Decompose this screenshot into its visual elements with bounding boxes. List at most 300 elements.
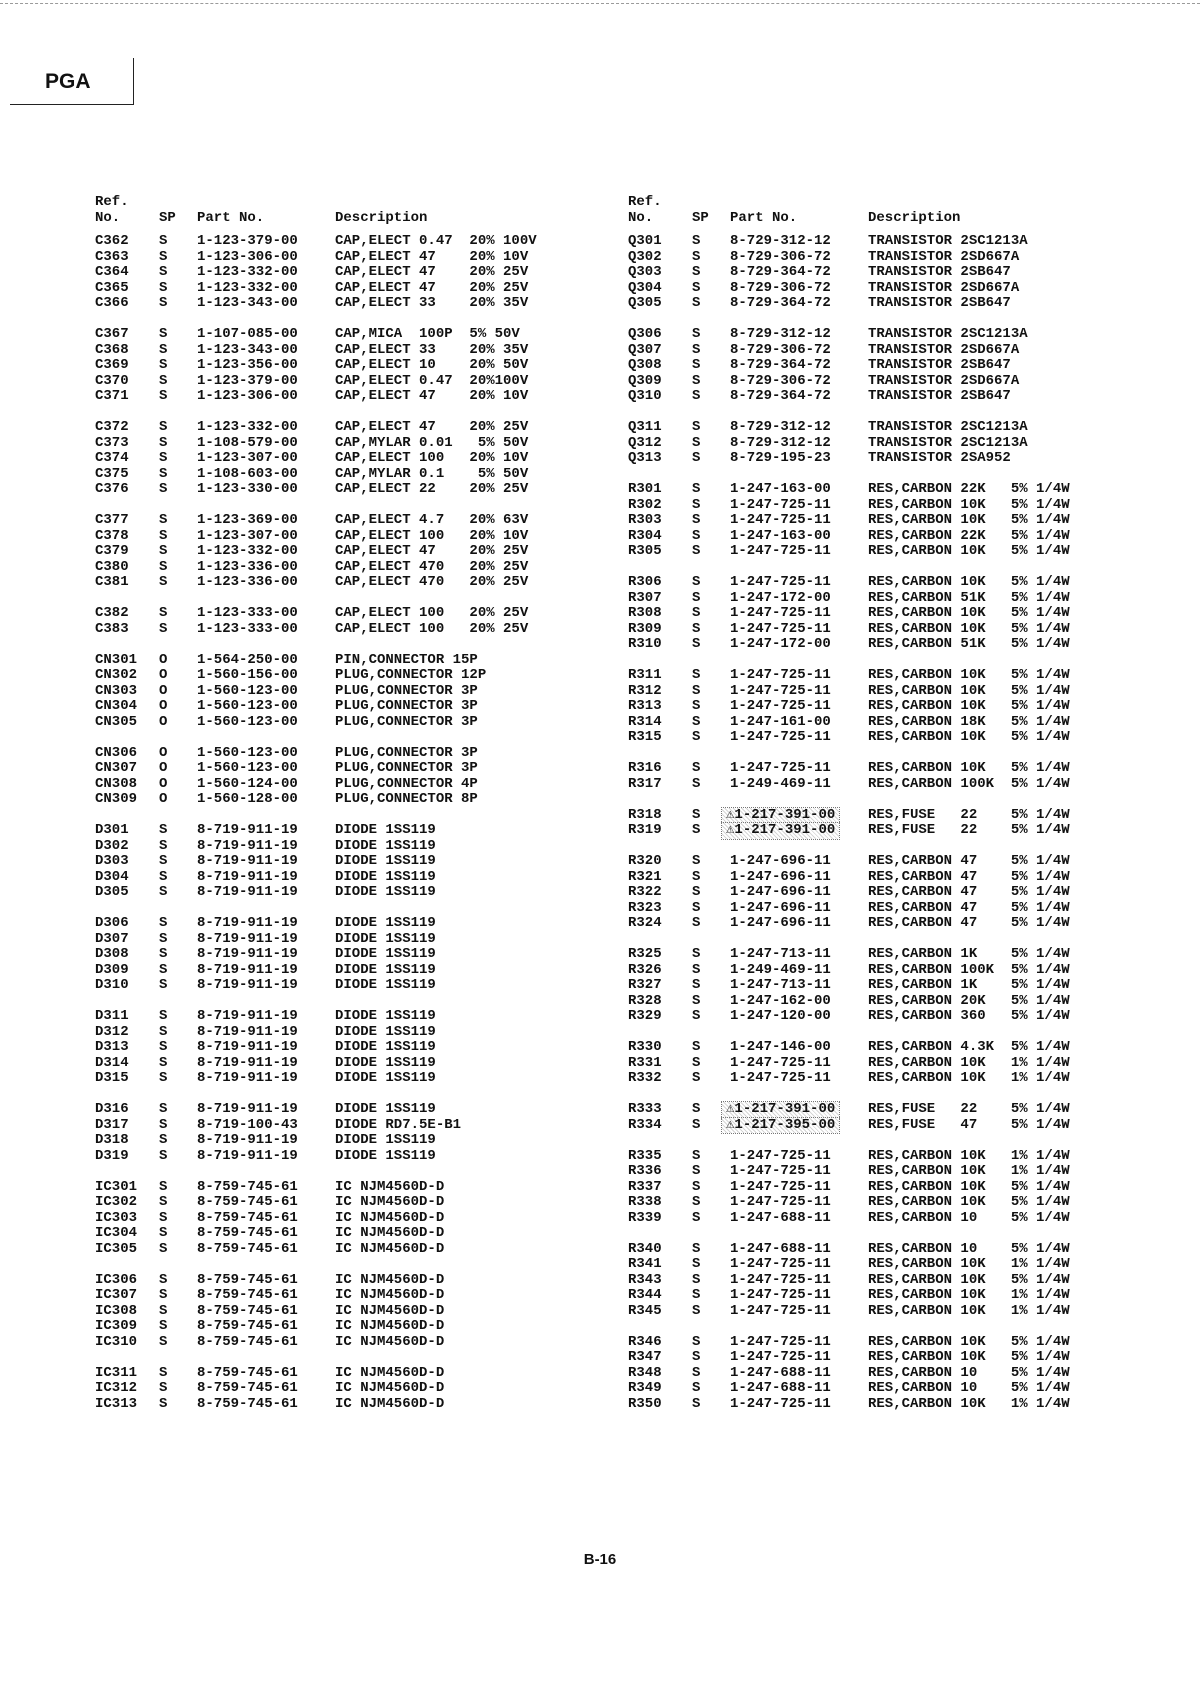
part-no-cell: 8-729-364-72 — [730, 357, 831, 373]
sp-cell: S — [692, 1380, 701, 1396]
part-no-cell: 1-560-128-00 — [197, 791, 298, 807]
part-no-cell: 1-564-250-00 — [197, 651, 298, 668]
sp-cell: S — [692, 543, 701, 559]
part-no-cell: 8-719-911-19 — [197, 1101, 298, 1117]
sp-cell: S — [159, 1039, 168, 1055]
description-header: Description — [868, 209, 961, 226]
description-cell: DIODE 1SS119 — [335, 837, 436, 854]
description-cell: TRANSISTOR 2SC1213A — [868, 233, 1028, 249]
ref-no-cell: R331 — [628, 1054, 662, 1071]
description-cell: DIODE 1SS119 — [335, 1070, 436, 1086]
ref-no-cell: R349 — [628, 1380, 662, 1396]
part-no-cell: 8-719-911-19 — [197, 915, 298, 931]
part-no-cell: 1-247-696-11 — [730, 868, 831, 885]
sp-cell: S — [692, 760, 701, 776]
sp-cell: S — [692, 527, 701, 544]
ref-no-cell: D318 — [95, 1132, 129, 1148]
ref-no-cell: R320 — [628, 853, 662, 869]
sp-cell: S — [692, 1302, 701, 1319]
ref-no-cell: D301 — [95, 822, 129, 838]
sp-cell: S — [692, 450, 701, 466]
sp-cell: S — [692, 1008, 701, 1024]
part-no-cell: 8-719-911-19 — [197, 822, 298, 838]
part-no-cell: 1-560-123-00 — [197, 713, 298, 730]
part-no-cell: 8-719-911-19 — [197, 1039, 298, 1055]
ref-no-cell: C370 — [95, 372, 129, 389]
sp-cell: S — [159, 1225, 168, 1241]
ref-no-cell: C375 — [95, 465, 129, 482]
ref-no-cell: R343 — [628, 1271, 662, 1288]
ref-no-cell: R311 — [628, 667, 662, 683]
sp-cell: S — [159, 419, 168, 435]
part-no-cell: 1-123-306-00 — [197, 388, 298, 404]
description-cell: RES,CARBON 10K 5% 1/4W — [868, 1349, 1070, 1365]
sp-cell: S — [159, 1023, 168, 1040]
part-no-cell: 1-247-725-11 — [730, 496, 831, 513]
ref-no-cell: R314 — [628, 713, 662, 730]
part-no-cell: 8-719-911-19 — [197, 837, 298, 854]
part-no-cell: 8-729-364-72 — [730, 388, 831, 404]
ref-no-header — [95, 195, 129, 226]
ref-no-cell: R333 — [628, 1101, 662, 1117]
part-no-cell: 1-123-332-00 — [197, 264, 298, 280]
ref-no-cell: R321 — [628, 868, 662, 885]
description-cell: PLUG,CONNECTOR 3P — [335, 760, 478, 776]
sp-cell: S — [159, 357, 168, 373]
part-no-cell: 1-247-713-11 — [730, 946, 831, 962]
ref-no-cell: R327 — [628, 977, 662, 993]
part-no-cell: 1-247-172-00 — [730, 589, 831, 606]
part-no-cell: 1-247-725-11 — [730, 1395, 831, 1412]
ref-no-cell: Q307 — [628, 341, 662, 358]
sp-cell: S — [692, 248, 701, 265]
part-no-cell: 1-247-688-11 — [730, 1240, 831, 1257]
ref-no-cell: Q310 — [628, 388, 662, 404]
part-no-cell: 1-123-336-00 — [197, 558, 298, 575]
description-cell: CAP,MYLAR 0.1 5% 50V — [335, 465, 529, 482]
description-cell: RES,CARBON 47 5% 1/4W — [868, 868, 1070, 885]
ref-no-cell: R325 — [628, 946, 662, 962]
part-no-cell: 1-247-725-11 — [730, 574, 831, 590]
part-no-cell: 8-759-745-61 — [197, 1209, 298, 1226]
description-cell: RES,CARBON 10K 1% 1/4W — [868, 1070, 1070, 1086]
ref-no-cell: R324 — [628, 915, 662, 931]
page-number: B-16 — [583, 1551, 617, 1568]
description-cell: RES,CARBON 10K 5% 1/4W — [868, 1271, 1070, 1288]
part-no-cell: 1-123-356-00 — [197, 357, 298, 373]
description-cell: RES,CARBON 10K 5% 1/4W — [868, 574, 1070, 590]
sp-cell: S — [692, 977, 701, 993]
description-cell: RES,CARBON 10K 5% 1/4W — [868, 1178, 1070, 1195]
sp-cell: S — [692, 1333, 701, 1350]
part-no-cell: 8-759-745-61 — [197, 1302, 298, 1319]
description-cell: DIODE 1SS119 — [335, 1132, 436, 1148]
part-no-cell: ⚠1-217-391-00 — [722, 823, 839, 839]
description-cell: PLUG,CONNECTOR 3P — [335, 698, 478, 714]
description-cell: CAP,ELECT 4.7 20% 63V — [335, 512, 529, 528]
ref-no-cell: D317 — [95, 1116, 129, 1133]
part-no-cell: 1-249-469-11 — [730, 961, 831, 978]
ref-no-cell: CN303 — [95, 682, 138, 699]
sp-cell: S — [692, 605, 701, 621]
ref-no-cell: C364 — [95, 264, 129, 280]
ref-no-cell: R306 — [628, 574, 662, 590]
sp-cell: S — [692, 434, 701, 451]
description-cell: RES,CARBON 47 5% 1/4W — [868, 884, 1070, 900]
sp-cell: S — [159, 326, 168, 342]
part-no-cell: 8-759-745-61 — [197, 1287, 298, 1303]
ref-no-cell: R319 — [628, 822, 662, 838]
sp-cell: S — [159, 543, 168, 559]
ref-no-cell: R346 — [628, 1333, 662, 1350]
sp-cell: S — [159, 465, 168, 482]
part-no-cell: 1-108-579-00 — [197, 434, 298, 451]
ref-no-cell: CN301 — [95, 651, 138, 668]
part-no-cell: 1-107-085-00 — [197, 326, 298, 342]
sp-cell: S — [692, 341, 701, 358]
ref-no-cell: Q308 — [628, 357, 662, 373]
ref-no-cell: C374 — [95, 450, 129, 466]
description-cell: PLUG,CONNECTOR 3P — [335, 744, 478, 761]
part-no-cell: 1-560-123-00 — [197, 682, 298, 699]
sp-cell: S — [159, 450, 168, 466]
part-no-cell: 1-247-725-11 — [730, 729, 831, 745]
part-no-cell: 1-247-696-11 — [730, 899, 831, 916]
ref-no-cell: IC306 — [95, 1271, 138, 1288]
part-no-cell: 1-560-124-00 — [197, 775, 298, 792]
part-no-cell: 8-759-745-61 — [197, 1225, 298, 1241]
part-no-cell: 1-247-146-00 — [730, 1039, 831, 1055]
description-cell: RES,CARBON 18K 5% 1/4W — [868, 713, 1070, 730]
part-no-cell: 1-123-332-00 — [197, 543, 298, 559]
sp-cell: S — [692, 1240, 701, 1257]
ref-no-cell: R302 — [628, 496, 662, 513]
sp-cell: O — [159, 667, 168, 683]
part-no-cell: 1-247-725-11 — [730, 667, 831, 683]
sp-cell: S — [692, 698, 701, 714]
description-cell: CAP,ELECT 33 20% 35V — [335, 295, 529, 311]
part-no-cell: 8-729-312-12 — [730, 233, 831, 249]
description-cell: RES,CARBON 10K 5% 1/4W — [868, 1333, 1070, 1350]
description-cell: RES,CARBON 1K 5% 1/4W — [868, 946, 1070, 962]
sp-cell: S — [692, 667, 701, 683]
ref-no-cell: C373 — [95, 434, 129, 451]
description-cell: DIODE 1SS119 — [335, 946, 436, 962]
ref-no-cell: C362 — [95, 233, 129, 249]
description-cell: TRANSISTOR 2SD667A — [868, 279, 1020, 296]
part-no-cell: 1-247-161-00 — [730, 713, 831, 730]
part-no-cell: 1-247-725-11 — [730, 1302, 831, 1319]
ref-header-line1: Ref. — [95, 194, 129, 210]
description-cell: IC NJM4560D-D — [335, 1302, 445, 1319]
ref-no-cell: D319 — [95, 1147, 129, 1164]
description-cell: RES,FUSE 47 5% 1/4W — [868, 1116, 1070, 1133]
part-no-cell: 1-247-725-11 — [730, 620, 831, 637]
ref-no-cell: Q303 — [628, 264, 662, 280]
part-no-cell: 1-247-172-00 — [730, 636, 831, 652]
part-no-cell: 8-729-195-23 — [730, 450, 831, 466]
sp-cell: O — [159, 744, 168, 761]
description-cell: CAP,ELECT 470 20% 25V — [335, 574, 529, 590]
ref-no-cell: Q302 — [628, 248, 662, 265]
sp-cell: S — [159, 853, 168, 869]
description-cell: IC NJM4560D-D — [335, 1271, 445, 1288]
ref-no-cell: IC302 — [95, 1194, 138, 1210]
sp-cell: O — [159, 713, 168, 730]
description-cell: DIODE 1SS119 — [335, 915, 436, 931]
sp-cell: S — [692, 1147, 701, 1164]
description-cell: RES,CARBON 10K 1% 1/4W — [868, 1163, 1070, 1179]
part-no-cell: 1-247-696-11 — [730, 853, 831, 869]
description-cell: RES,CARBON 1K 5% 1/4W — [868, 977, 1070, 993]
part-no-cell: 1-247-725-11 — [730, 1271, 831, 1288]
description-cell: TRANSISTOR 2SC1213A — [868, 326, 1028, 342]
part-no-cell: 1-247-725-11 — [730, 1349, 831, 1365]
sp-cell: S — [159, 1380, 168, 1396]
sp-cell: S — [159, 372, 168, 389]
part-no-cell: 1-123-306-00 — [197, 248, 298, 265]
part-no-cell: 1-560-156-00 — [197, 667, 298, 683]
description-cell: RES,CARBON 20K 5% 1/4W — [868, 992, 1070, 1009]
description-cell: PLUG,CONNECTOR 8P — [335, 791, 478, 807]
ref-no-cell: CN309 — [95, 791, 138, 807]
description-cell: IC NJM4560D-D — [335, 1194, 445, 1210]
description-cell: CAP,ELECT 100 20% 25V — [335, 605, 529, 621]
description-cell: RES,CARBON 100K 5% 1/4W — [868, 775, 1070, 792]
description-cell: RES,CARBON 10K 5% 1/4W — [868, 605, 1070, 621]
description-cell: CAP,ELECT 0.47 20%100V — [335, 372, 529, 389]
ref-no-cell: IC308 — [95, 1302, 138, 1319]
ref-no-cell: C363 — [95, 248, 129, 265]
part-no-cell: 1-123-330-00 — [197, 481, 298, 497]
ref-no-cell: CN302 — [95, 667, 138, 683]
sp-cell: S — [692, 1116, 701, 1133]
part-no-cell: 1-123-369-00 — [197, 512, 298, 528]
part-no-cell: 1-247-725-11 — [730, 1178, 831, 1195]
sp-cell: S — [692, 822, 701, 838]
description-cell: TRANSISTOR 2SC1213A — [868, 419, 1028, 435]
ref-no-cell: R336 — [628, 1163, 662, 1179]
ref-no-cell: IC312 — [95, 1380, 138, 1396]
ref-no-cell: CN304 — [95, 698, 138, 714]
sp-cell: S — [159, 279, 168, 296]
ref-no-cell: R308 — [628, 605, 662, 621]
description-cell: TRANSISTOR 2SC1213A — [868, 434, 1028, 451]
part-no-cell: 1-247-725-11 — [730, 1287, 831, 1303]
sp-cell: S — [159, 512, 168, 528]
part-no-cell: 1-560-123-00 — [197, 698, 298, 714]
ref-no-cell: C376 — [95, 481, 129, 497]
ref-no-cell: C380 — [95, 558, 129, 575]
description-cell: CAP,MICA 100P 5% 50V — [335, 326, 520, 342]
part-no-cell: 8-729-306-72 — [730, 341, 831, 358]
description-cell: PLUG,CONNECTOR 3P — [335, 682, 478, 699]
description-cell: TRANSISTOR 2SA952 — [868, 450, 1011, 466]
description-cell: RES,CARBON 100K 5% 1/4W — [868, 961, 1070, 978]
sp-cell: S — [159, 837, 168, 854]
sp-cell: S — [692, 729, 701, 745]
ref-no-cell: IC307 — [95, 1287, 138, 1303]
ref-no-cell: IC309 — [95, 1318, 138, 1334]
sp-cell: S — [692, 388, 701, 404]
description-cell: RES,CARBON 10K 1% 1/4W — [868, 1302, 1070, 1319]
ref-no-cell: C383 — [95, 620, 129, 637]
part-no-cell: 8-729-306-72 — [730, 248, 831, 265]
sp-cell: S — [159, 295, 168, 311]
part-no-cell: 1-247-725-11 — [730, 1333, 831, 1350]
ref-header-line1: Ref. — [628, 194, 662, 210]
description-cell: CAP,ELECT 0.47 20% 100V — [335, 233, 537, 249]
sp-cell: S — [159, 930, 168, 947]
description-cell: RES,CARBON 4.3K 5% 1/4W — [868, 1039, 1070, 1055]
ref-no-cell: Q309 — [628, 372, 662, 389]
ref-no-cell: CN308 — [95, 775, 138, 792]
sp-cell: S — [159, 915, 168, 931]
description-cell: DIODE 1SS119 — [335, 1101, 436, 1117]
part-no-cell: 8-719-911-19 — [197, 1008, 298, 1024]
part-no-cell: 1-247-725-11 — [730, 543, 831, 559]
part-no-cell: 1-247-688-11 — [730, 1209, 831, 1226]
description-cell: TRANSISTOR 2SD667A — [868, 248, 1020, 265]
ref-header-line2: No. — [95, 209, 121, 226]
sp-cell: S — [692, 1194, 701, 1210]
description-cell: TRANSISTOR 2SB647 — [868, 357, 1011, 373]
description-cell: IC NJM4560D-D — [335, 1209, 445, 1226]
description-cell: RES,CARBON 10 5% 1/4W — [868, 1209, 1070, 1226]
ref-no-cell: D308 — [95, 946, 129, 962]
description-cell: TRANSISTOR 2SB647 — [868, 388, 1011, 404]
part-no-cell: 8-759-745-61 — [197, 1194, 298, 1210]
description-cell: CAP,ELECT 47 20% 25V — [335, 543, 529, 559]
sp-cell: S — [159, 1116, 168, 1133]
description-cell: RES,CARBON 10K 1% 1/4W — [868, 1256, 1070, 1272]
ref-no-cell: IC303 — [95, 1209, 138, 1226]
description-cell: CAP,ELECT 47 20% 25V — [335, 419, 529, 435]
sp-header: SP — [692, 209, 709, 226]
sp-cell: O — [159, 698, 168, 714]
sp-cell: S — [159, 1287, 168, 1303]
description-cell: DIODE 1SS119 — [335, 853, 436, 869]
sp-cell: S — [692, 1364, 701, 1381]
ref-no-cell: Q311 — [628, 419, 662, 435]
ref-no-cell: IC304 — [95, 1225, 138, 1241]
description-cell: RES,CARBON 10K 5% 1/4W — [868, 496, 1070, 513]
ref-no-cell: R301 — [628, 481, 662, 497]
ref-no-cell: R337 — [628, 1178, 662, 1195]
description-cell: RES,CARBON 360 5% 1/4W — [868, 1008, 1070, 1024]
part-no-cell: 8-729-312-12 — [730, 434, 831, 451]
description-header: Description — [335, 209, 428, 226]
ref-no-cell: R312 — [628, 682, 662, 699]
ref-no-cell: R305 — [628, 543, 662, 559]
description-cell: IC NJM4560D-D — [335, 1333, 445, 1350]
description-cell: RES,CARBON 10K 5% 1/4W — [868, 620, 1070, 637]
sp-cell: S — [692, 372, 701, 389]
ref-no-cell: R315 — [628, 729, 662, 745]
part-no-cell: 1-123-307-00 — [197, 527, 298, 544]
description-cell: TRANSISTOR 2SD667A — [868, 341, 1020, 358]
sp-cell: S — [692, 884, 701, 900]
description-cell: CAP,ELECT 100 20% 10V — [335, 527, 529, 544]
sp-cell: S — [159, 1240, 168, 1257]
part-no-cell: 8-719-911-19 — [197, 853, 298, 869]
part-no-cell: 1-560-123-00 — [197, 744, 298, 761]
description-cell: RES,CARBON 47 5% 1/4W — [868, 899, 1070, 916]
sp-cell: O — [159, 760, 168, 776]
sp-cell: S — [692, 589, 701, 606]
part-no-cell: 1-247-725-11 — [730, 1070, 831, 1086]
sp-cell: S — [159, 1364, 168, 1381]
part-no-cell: 1-247-725-11 — [730, 1194, 831, 1210]
sp-cell: S — [692, 295, 701, 311]
ref-no-cell: IC305 — [95, 1240, 138, 1257]
part-no-cell: 1-123-343-00 — [197, 341, 298, 358]
sp-cell: S — [159, 1271, 168, 1288]
part-no-cell: 1-247-725-11 — [730, 605, 831, 621]
ref-no-cell: Q304 — [628, 279, 662, 296]
ref-no-cell: D310 — [95, 977, 129, 993]
ref-no-cell: CN307 — [95, 760, 138, 776]
part-no-cell: 1-247-725-11 — [730, 698, 831, 714]
sp-cell: S — [692, 961, 701, 978]
description-cell: IC NJM4560D-D — [335, 1240, 445, 1257]
ref-no-cell: R338 — [628, 1194, 662, 1210]
description-cell: IC NJM4560D-D — [335, 1287, 445, 1303]
ref-no-cell: R323 — [628, 899, 662, 916]
description-cell: RES,CARBON 10 5% 1/4W — [868, 1364, 1070, 1381]
part-no-cell: 8-719-911-19 — [197, 884, 298, 900]
sp-cell: S — [159, 822, 168, 838]
ref-no-cell: CN305 — [95, 713, 138, 730]
part-no-cell: 1-123-336-00 — [197, 574, 298, 590]
description-cell: IC NJM4560D-D — [335, 1364, 445, 1381]
part-no-cell: 8-759-745-61 — [197, 1271, 298, 1288]
sp-cell: S — [159, 1070, 168, 1086]
part-no-cell: 1-247-696-11 — [730, 884, 831, 900]
ref-no-cell: C379 — [95, 543, 129, 559]
ref-no-cell: D305 — [95, 884, 129, 900]
part-no-cell: 8-719-911-19 — [197, 1070, 298, 1086]
sp-cell: S — [692, 264, 701, 280]
part-no-cell: 8-759-745-61 — [197, 1178, 298, 1195]
part-no-cell: 8-729-364-72 — [730, 264, 831, 280]
ref-no-cell: D306 — [95, 915, 129, 931]
description-cell: RES,CARBON 51K 5% 1/4W — [868, 589, 1070, 606]
part-no-cell: 8-719-911-19 — [197, 1054, 298, 1071]
header-divider-horizontal — [10, 104, 134, 105]
part-no-cell: 8-729-306-72 — [730, 372, 831, 389]
part-no-cell: 1-247-163-00 — [730, 527, 831, 544]
description-cell: IC NJM4560D-D — [335, 1318, 445, 1334]
part-no-cell: 1-123-343-00 — [197, 295, 298, 311]
description-cell: RES,CARBON 10K 1% 1/4W — [868, 1395, 1070, 1412]
top-scan-rule — [0, 3, 1200, 4]
sp-cell: S — [692, 1349, 701, 1365]
sp-cell: S — [159, 868, 168, 885]
ref-no-cell: D311 — [95, 1008, 129, 1024]
ref-no-cell: R344 — [628, 1287, 662, 1303]
sp-cell: S — [692, 1054, 701, 1071]
description-cell: RES,CARBON 10K 1% 1/4W — [868, 1147, 1070, 1164]
description-cell: TRANSISTOR 2SB647 — [868, 264, 1011, 280]
sp-cell: S — [692, 496, 701, 513]
ref-no-cell: R329 — [628, 1008, 662, 1024]
description-cell: CAP,ELECT 10 20% 50V — [335, 357, 529, 373]
ref-no-cell: C382 — [95, 605, 129, 621]
description-cell: CAP,ELECT 100 20% 10V — [335, 450, 529, 466]
ref-no-cell: D312 — [95, 1023, 129, 1040]
part-no-cell: 1-247-725-11 — [730, 1163, 831, 1179]
